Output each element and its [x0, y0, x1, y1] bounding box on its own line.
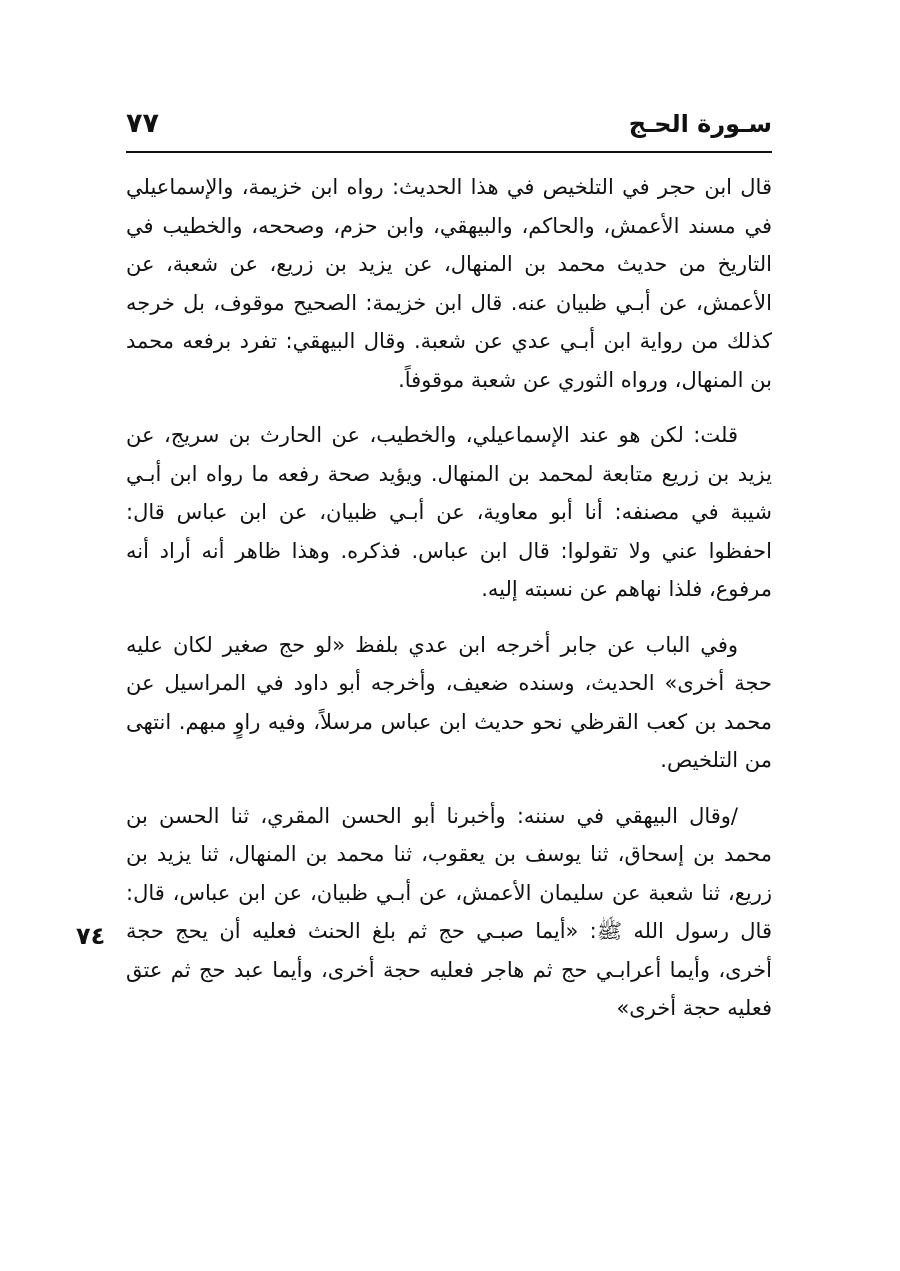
running-title: سـورة الحـج [628, 110, 772, 138]
margin-page-marker: ٧٤ [76, 922, 106, 950]
paragraph: قلت: لكن هو عند الإسماعيلي، والخطيب، عن الحارث بن سريج، عن يزيد بن زريع متابعة لمحمد بن المنهال. ويؤيد صحة رفعه ما رواه ابن أبـي شيبة في مصنفه: أنا أبو معاوية، عن أبـي ظبيان، عن ابن عباس قال: احفظوا عني ولا تقولوا: قال ابن عباس. فذكره. وهذا ظاهر أنه أراد أنه مرفوع، فلذا نهاهم عن نسبته إليه. [126, 423, 772, 601]
paragraph: قال ابن حجر في التلخيص في هذا الحديث: رواه ابن خزيمة، والإسماعيلي في مسند الأعمش، والحاكم، والبيهقي، وابن حزم، وصححه، والخطيب في التاريخ من حديث محمد بن المنهال، عن يزيد بن زريع، عن شعبة، عن الأعمش، عن أبـي ظبيان عنه. قال ابن خزيمة: الصحيح موقوف، بل خرجه كذلك من رواية ابن أبـي عدي عن شعبة. وقال البيهقي: تفرد برفعه محمد بن المنهال، ورواه الثوري عن شعبة موقوفاً. [126, 175, 772, 392]
paragraph: /وقال البيهقي في سننه: وأخبرنا أبو الحسن المقري، ثنا الحسن بن محمد بن إسحاق، ثنا يوسف بن يعقوب، ثنا محمد بن المنهال، ثنا يزيد بن زريع، ثنا شعبة عن سليمان الأعمش، عن أبـي ظبيان، عن ابن عباس، قال: قال رسول الله ﷺ: «أيما صبـي حج ثم بلغ الحنث فعليه أن يحج حجة أخرى، وأيما أعرابـي حج ثم هاجر فعليه حجة أخرى، وأيما عبد حج ثم عتق فعليه حجة أخرى» [126, 803, 772, 1020]
page-header [126, 104, 772, 148]
page-number: ٧٧ [126, 108, 159, 139]
header-divider [126, 151, 772, 153]
paragraph: وفي الباب عن جابر أخرجه ابن عدي بلفظ «لو حج صغير لكان عليه حجة أخرى» الحديث، وسنده ضعيف، وأخرجه أبو داود في المراسيل عن محمد بن كعب القرظي نحو حديث ابن عباس مرسلاً، وفيه راوٍ مبهم. انتهى من التلخيص. [126, 632, 772, 772]
body-text [126, 168, 772, 1045]
